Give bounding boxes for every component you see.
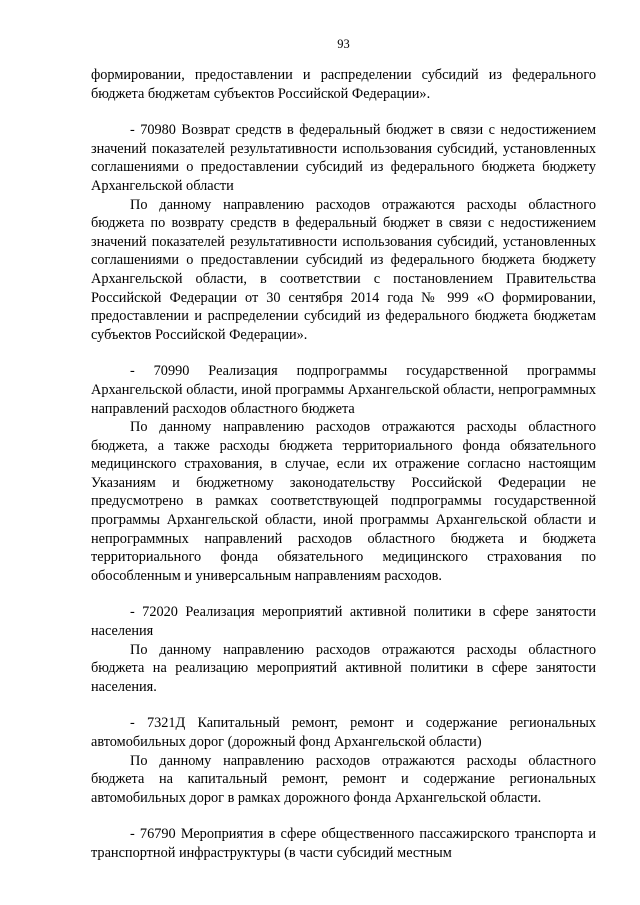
section-heading-76790: - 76790 Мероприятия в сфере общественного пассажирского транспорта и транспортной инфраструктуры (в части субсидий местным	[91, 826, 596, 861]
section-body-70980: По данному направлению расходов отражаются расходы областного бюджета по возврату средств в федеральный бюджет в связи с недостижением значений показателей результативности использования субсидий, установленных соглашениями о предоставлении субсидий из федерального бюджета бюджету Архангельской области, в соответствии с постановлением Правительства Российской Федерации от 30 сентября 2014 года № 999 «О формировании, предоставлении и распределении субсидий из федерального бюджета бюджетам субъектов Российской Федерации».	[91, 196, 596, 343]
page-number: 93	[337, 37, 350, 51]
section-body-72020: По данному направлению расходов отражаются расходы областного бюджета на реализацию мероприятий активной политики в сфере занятости населения.	[91, 641, 596, 695]
section-heading-72020: - 72020 Реализация мероприятий активной политики в сфере занятости населения	[91, 604, 596, 640]
section-body-70990: По данному направлению расходов отражаются расходы областного бюджета, а также расходы бюджета территориального фонда обязательного медицинского страхования, в случае, если их отражение согласно настоящим Указаниям и бюджетному законодательству Российской Федерации не предусмотрено в рамках соответствующей подпрограммы государственной программы Архангельской области, иной программы Архангельской области и непрограммных направлений расходов областного бюджета и бюджета территориального фонда обязательного медицинского страхования по обособленным и универсальным направлениям расходов.	[91, 419, 596, 584]
section-heading-70990: - 70990 Реализация подпрограммы государственной программы Архангельской области, иной программы Архангельской области, непрограммных направлений расходов областного бюджета	[91, 363, 596, 417]
section-heading-70980: - 70980 Возврат средств в федеральный бюджет в связи с недостижением значений показателей результативности использования субсидий, установленных соглашениями о предоставлении субсидий из федерального бюджета бюджету Архангельской области	[91, 122, 596, 194]
paragraph-continuation: формировании, предоставлении и распределении субсидий из федерального бюджета бюджетам субъектов Российской Федерации».	[91, 67, 596, 102]
section-body-7321d: По данному направлению расходов отражаются расходы областного бюджета на капитальный ремонт, ремонт и содержание региональных автомобильных дорог в рамках дорожного фонда Архангельской области.	[91, 752, 596, 806]
section-heading-7321d: - 7321Д Капитальный ремонт, ремонт и содержание региональных автомобильных дорог (дорожный фонд Архангельской области)	[91, 715, 596, 750]
